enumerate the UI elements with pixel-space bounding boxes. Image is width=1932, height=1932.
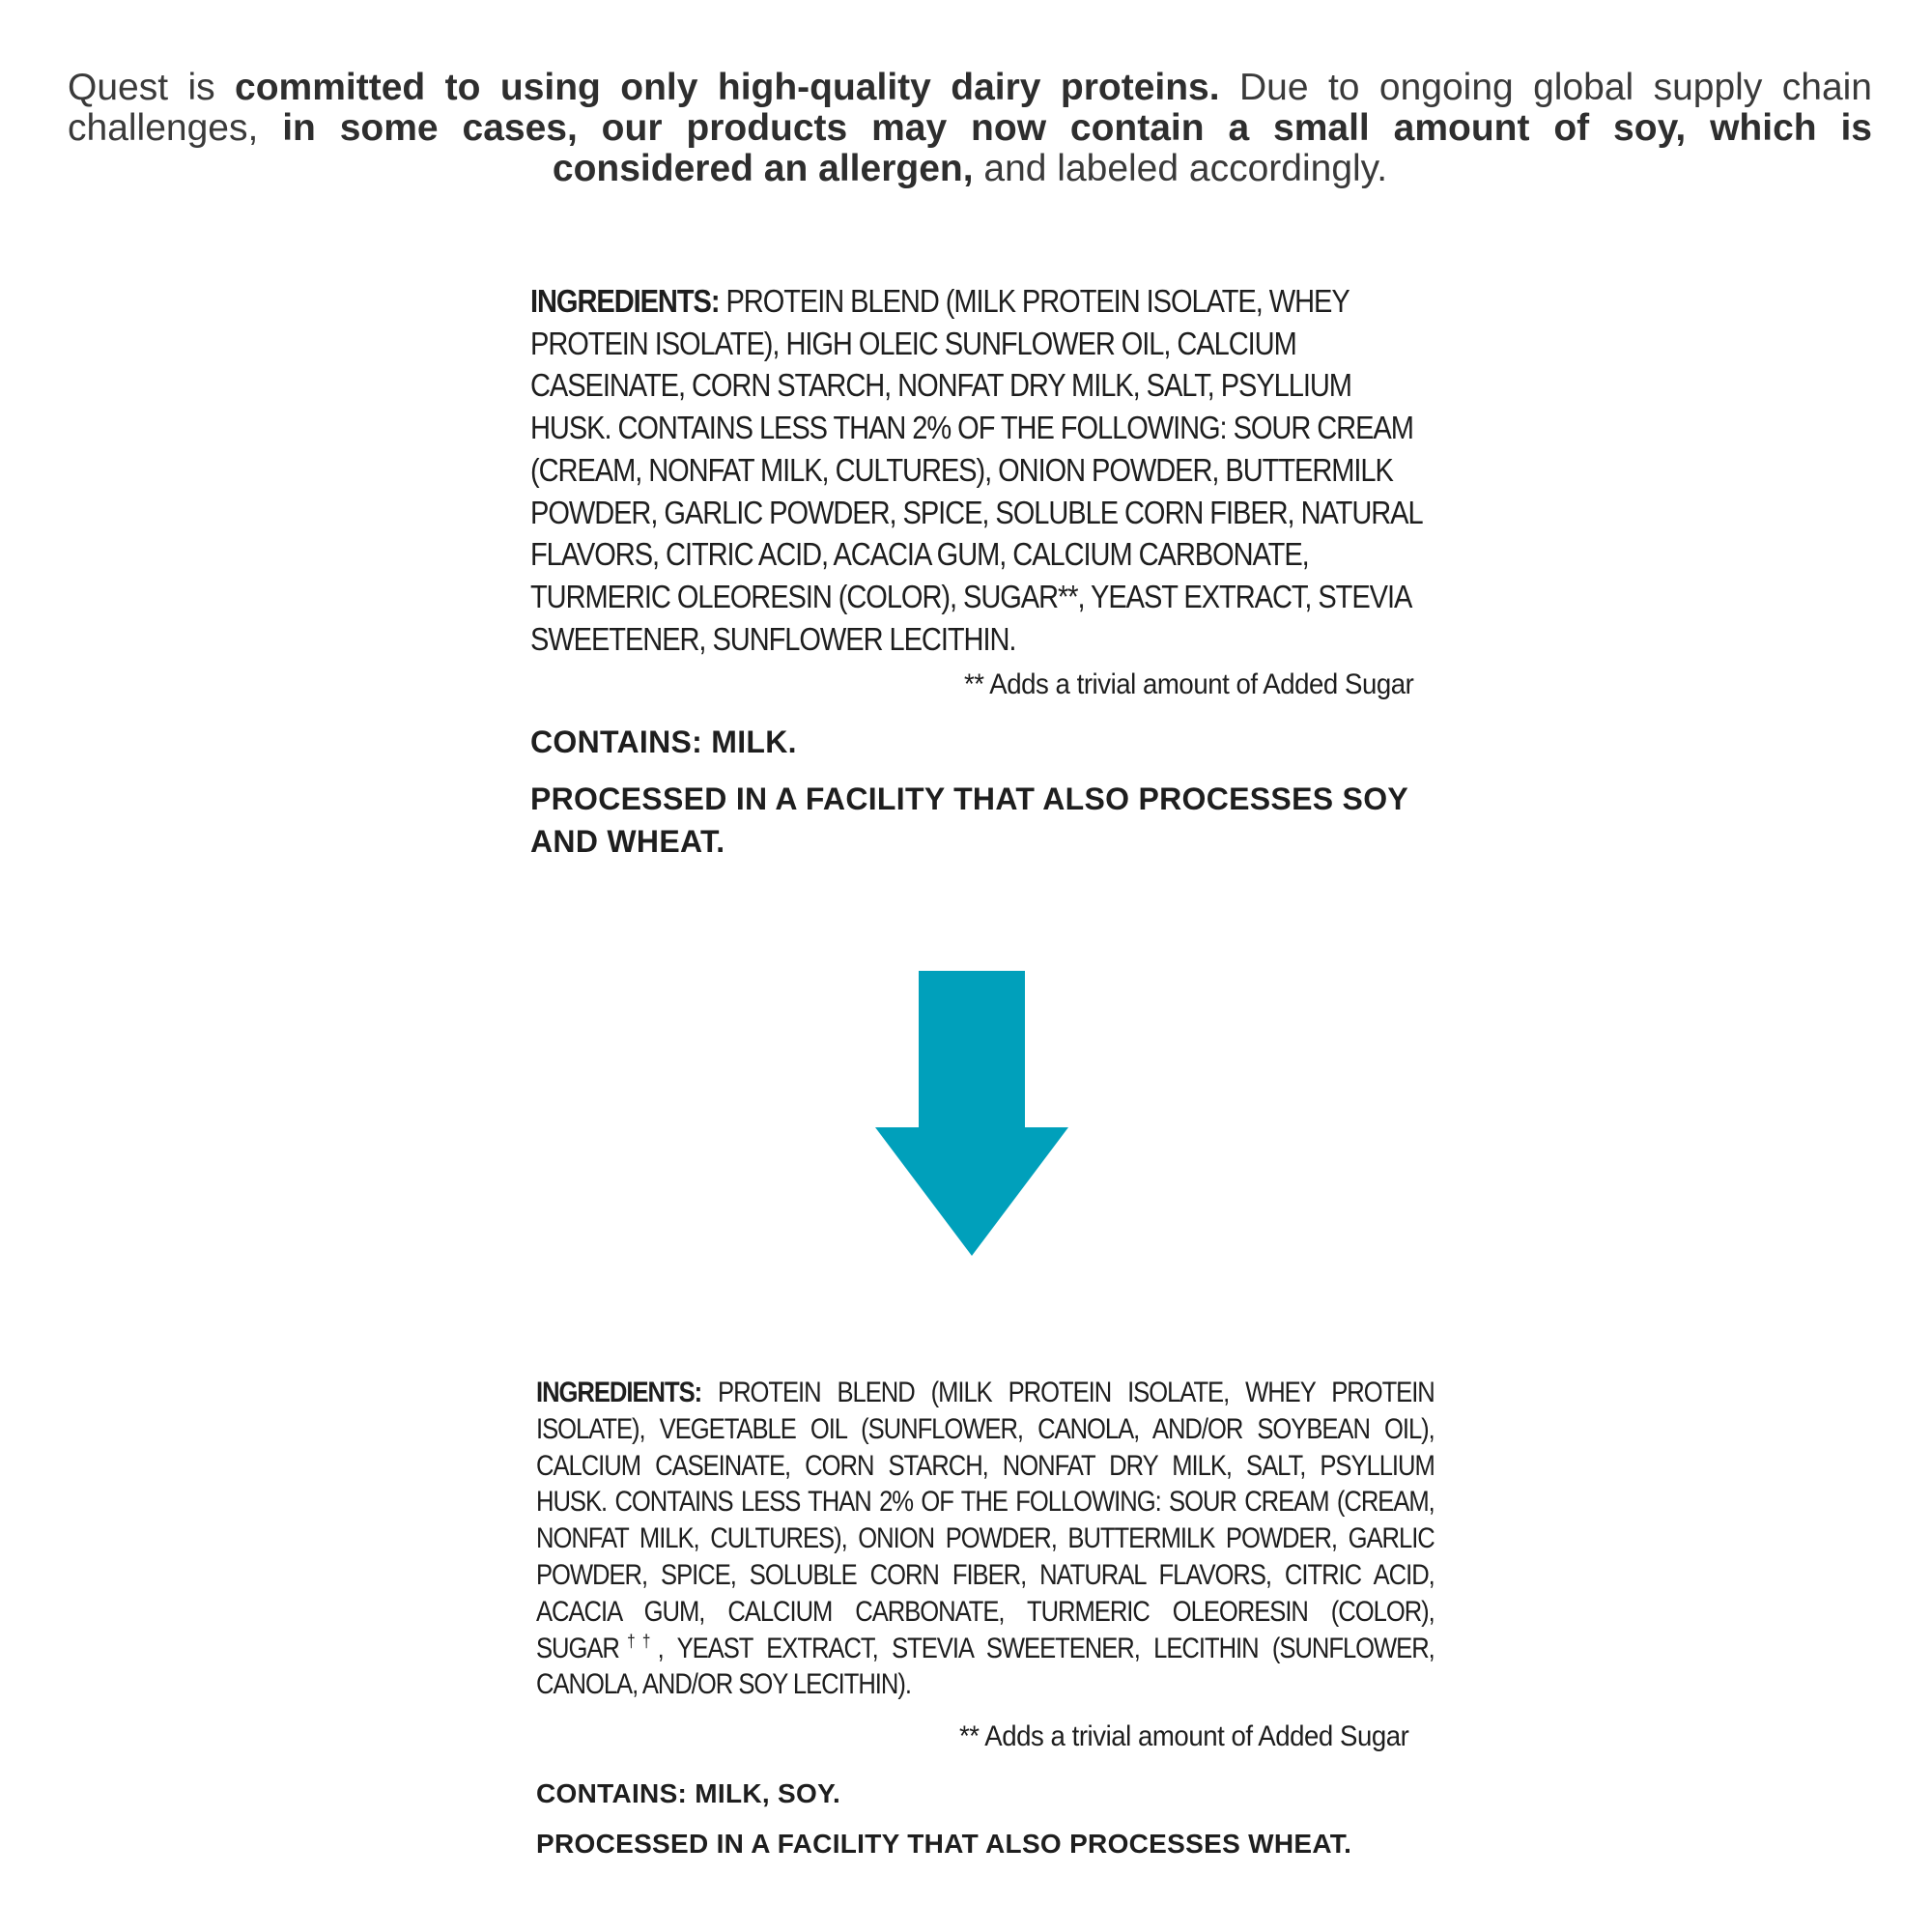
new-ingredients-label (536, 1375, 1435, 1859)
notice-bold-soy-warning: in some cases, our products may now contain a small amount of soy, which is considered an allergen, (282, 107, 1873, 189)
notice-text-3: and labeled accordingly. (973, 148, 1388, 189)
old-added-sugar-footnote: ** Adds a trivial amount of Added Sugar (964, 668, 1414, 700)
down-arrow-icon (875, 971, 1068, 1256)
supply-chain-notice (68, 68, 1872, 189)
old-ingredients-text: PROTEIN BLEND (MILK PROTEIN ISOLATE, WHEY PROTEIN ISOLATE), HIGH OLEIC SUNFLOWER OIL, CALCIUM CASEINATE, CORN STARCH, NONFAT DRY MILK, SALT, PSYLLIUM HUSK. CONTAINS LESS THAN 2% OF THE FOLLOWING: SOUR CREAM (CREAM, NONFAT MILK, CULTURES), ONION POWDER, BUTTERMILK POWDER, GARLIC POWDER, SPICE, SOLUBLE CORN FIBER, NATURAL FLAVORS, CITRIC ACID, ACACIA GUM, CALCIUM CARBONATE, TURMERIC OLEORESIN (COLOR), SUGAR**, YEAST EXTRACT, STEVIA SWEETENER, SUNFLOWER LECITHIN. (530, 283, 1422, 657)
new-facility-statement: PROCESSED IN A FACILITY THAT ALSO PROCESSES WHEAT. (536, 1829, 1352, 1859)
new-allergen-contains: CONTAINS: MILK, SOY. (536, 1778, 841, 1808)
old-allergen-contains: CONTAINS: MILK. (530, 724, 797, 759)
down-arrow-shape (875, 971, 1068, 1256)
old-ingredients-list (530, 280, 1423, 660)
new-ingredients-text-b: , YEAST EXTRACT, STEVIA SWEETENER, LECITHIN (SUNFLOWER, CANOLA, AND/OR SOY LECITHIN). (536, 1632, 1435, 1701)
notice-text-1: Quest is (68, 67, 236, 108)
sugar-footnote-mark: †† (618, 1631, 658, 1651)
new-added-sugar-footnote: ** Adds a trivial amount of Added Sugar (959, 1720, 1409, 1752)
notice-bold-commitment: committed to using only high-quality dairy proteins. (235, 67, 1220, 108)
new-ingredients-heading: INGREDIENTS: (536, 1377, 702, 1408)
notice-text-2: Due to ongoing global supply chain challenges, (68, 67, 1872, 149)
new-ingredients-text-a: PROTEIN BLEND (MILK PROTEIN ISOLATE, WHEY PROTEIN ISOLATE), VEGETABLE OIL (SUNFLOWER, CANOLA, AND/OR SOYBEAN OIL), CALCIUM CASEINATE, CORN STARCH, NONFAT DRY MILK, SALT, PSYLLIUM HUSK. CONTAINS LESS THAN 2% OF THE FOLLOWING: SOUR CREAM (CREAM, NONFAT MILK, CULTURES), ONION POWDER, BUTTERMILK POWDER, GARLIC POWDER, SPICE, SOLUBLE CORN FIBER, NATURAL FLAVORS, CITRIC ACID, ACACIA GUM, CALCIUM CARBONATE, TURMERIC OLEORESIN (COLOR), SUGAR (536, 1377, 1435, 1664)
old-ingredients-label (530, 280, 1438, 859)
new-ingredients-list (536, 1375, 1435, 1703)
old-facility-statement: PROCESSED IN A FACILITY THAT ALSO PROCESSES SOY AND WHEAT. (530, 781, 1408, 859)
old-ingredients-heading: INGREDIENTS: (530, 283, 720, 319)
